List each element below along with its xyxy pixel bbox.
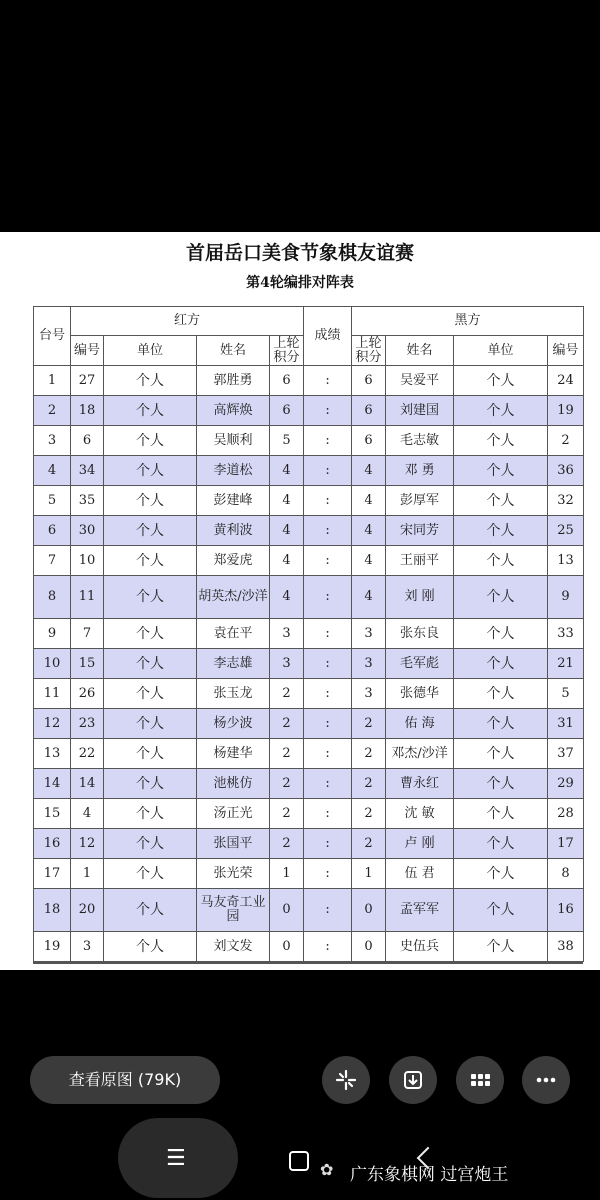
black-points-cell: 3: [352, 679, 386, 709]
board-cell: 9: [34, 619, 71, 649]
table-row: [34, 889, 584, 932]
red-points-cell: 0: [270, 889, 304, 932]
red-points-cell: 2: [270, 829, 304, 859]
black-points-cell: 4: [352, 546, 386, 576]
black-number-cell: 25: [548, 516, 584, 546]
red-unit-cell: 个人: [104, 679, 197, 709]
red-points-cell: 2: [270, 739, 304, 769]
red-name-cell: 杨少波: [197, 709, 270, 739]
table-row: [34, 619, 584, 649]
black-name-cell: 刘建国: [386, 396, 454, 426]
black-number-cell: 19: [548, 396, 584, 426]
wechat-icon: ✿: [320, 1160, 334, 1179]
header-black-unit: 单位: [454, 336, 548, 366]
header-black-points: 上轮积分: [352, 336, 386, 366]
red-number-cell: 14: [71, 769, 104, 799]
black-unit-cell: 个人: [454, 679, 548, 709]
red-number-cell: 4: [71, 799, 104, 829]
black-number-cell: 2: [548, 426, 584, 456]
black-points-cell: 2: [352, 799, 386, 829]
red-unit-cell: 个人: [104, 366, 197, 396]
red-number-cell: 20: [71, 889, 104, 932]
red-number-cell: 18: [71, 396, 104, 426]
header-board: 台号: [34, 307, 71, 366]
board-cell: 17: [34, 859, 71, 889]
recent-apps-icon[interactable]: [289, 1151, 309, 1171]
red-number-cell: 26: [71, 679, 104, 709]
result-cell: :: [304, 576, 352, 619]
download-icon: [402, 1069, 424, 1091]
black-unit-cell: 个人: [454, 739, 548, 769]
board-cell: 14: [34, 769, 71, 799]
board-cell: 10: [34, 649, 71, 679]
black-points-cell: 3: [352, 619, 386, 649]
red-name-cell: 马友奇工业园: [197, 889, 270, 932]
document-title: 首届岳口美食节象棋友谊赛: [185, 242, 414, 264]
black-number-cell: 21: [548, 649, 584, 679]
black-unit-cell: 个人: [454, 396, 548, 426]
black-number-cell: 28: [548, 799, 584, 829]
black-name-cell: 卢 刚: [386, 829, 454, 859]
red-points-cell: 1: [270, 859, 304, 889]
black-unit-cell: 个人: [454, 769, 548, 799]
black-name-cell: 吴爱平: [386, 366, 454, 396]
black-unit-cell: 个人: [454, 576, 548, 619]
board-cell: 11: [34, 679, 71, 709]
result-cell: :: [304, 649, 352, 679]
result-cell: :: [304, 426, 352, 456]
red-unit-cell: 个人: [104, 486, 197, 516]
black-number-cell: 5: [548, 679, 584, 709]
table-row: [34, 546, 584, 576]
red-number-cell: 11: [71, 576, 104, 619]
black-number-cell: 8: [548, 859, 584, 889]
header-red-number: 编号: [71, 336, 104, 366]
red-name-cell: 李志雄: [197, 649, 270, 679]
red-points-cell: 6: [270, 366, 304, 396]
header-red-unit: 单位: [104, 336, 197, 366]
red-name-cell: 高辉焕: [197, 396, 270, 426]
red-number-cell: 22: [71, 739, 104, 769]
black-number-cell: 16: [548, 889, 584, 932]
ai-star-button[interactable]: [322, 1056, 370, 1104]
black-number-cell: 38: [548, 932, 584, 962]
table-row: [34, 456, 584, 486]
black-unit-cell: 个人: [454, 366, 548, 396]
red-number-cell: 7: [71, 619, 104, 649]
board-cell: 2: [34, 396, 71, 426]
red-unit-cell: 个人: [104, 709, 197, 739]
result-cell: :: [304, 889, 352, 932]
result-cell: :: [304, 709, 352, 739]
black-name-cell: 刘 刚: [386, 576, 454, 619]
red-points-cell: 3: [270, 649, 304, 679]
red-number-cell: 6: [71, 426, 104, 456]
table-row: [34, 576, 584, 619]
red-number-cell: 3: [71, 932, 104, 962]
red-points-cell: 2: [270, 709, 304, 739]
board-cell: 15: [34, 799, 71, 829]
grid-icon: [469, 1069, 491, 1091]
red-unit-cell: 个人: [104, 649, 197, 679]
black-name-cell: 王丽平: [386, 546, 454, 576]
header-red-side: 红方: [71, 307, 304, 336]
red-name-cell: 张玉龙: [197, 679, 270, 709]
red-number-cell: 27: [71, 366, 104, 396]
pairing-table: [33, 306, 584, 962]
red-number-cell: 35: [71, 486, 104, 516]
red-number-cell: 10: [71, 546, 104, 576]
black-points-cell: 6: [352, 426, 386, 456]
black-name-cell: 毛军彪: [386, 649, 454, 679]
red-points-cell: 3: [270, 619, 304, 649]
table-row: [34, 709, 584, 739]
result-cell: :: [304, 516, 352, 546]
red-number-cell: 30: [71, 516, 104, 546]
red-unit-cell: 个人: [104, 799, 197, 829]
black-points-cell: 4: [352, 516, 386, 546]
header-red-name: 姓名: [197, 336, 270, 366]
red-number-cell: 34: [71, 456, 104, 486]
red-name-cell: 刘文发: [197, 932, 270, 962]
black-name-cell: 孟军军: [386, 889, 454, 932]
black-unit-cell: 个人: [454, 486, 548, 516]
black-number-cell: 32: [548, 486, 584, 516]
red-number-cell: 12: [71, 829, 104, 859]
black-name-cell: 宋同芳: [386, 516, 454, 546]
black-name-cell: 史伍兵: [386, 932, 454, 962]
black-unit-cell: 个人: [454, 456, 548, 486]
result-cell: :: [304, 739, 352, 769]
board-cell: 18: [34, 889, 71, 932]
board-cell: 8: [34, 576, 71, 619]
black-name-cell: 张德华: [386, 679, 454, 709]
red-unit-cell: 个人: [104, 426, 197, 456]
red-points-cell: 2: [270, 769, 304, 799]
red-points-cell: 6: [270, 396, 304, 426]
ai-star-icon: [335, 1069, 357, 1091]
watermark-text: 广东象棋网 过宫炮王: [350, 1165, 509, 1185]
red-unit-cell: 个人: [104, 932, 197, 962]
red-points-cell: 4: [270, 546, 304, 576]
table-row: [34, 769, 584, 799]
more-icon: [535, 1069, 557, 1091]
black-number-cell: 9: [548, 576, 584, 619]
table-row: [34, 426, 584, 456]
black-unit-cell: 个人: [454, 932, 548, 962]
board-cell: 13: [34, 739, 71, 769]
board-cell: 19: [34, 932, 71, 962]
board-cell: 6: [34, 516, 71, 546]
red-unit-cell: 个人: [104, 769, 197, 799]
board-cell: 7: [34, 546, 71, 576]
black-number-cell: 24: [548, 366, 584, 396]
board-cell: 4: [34, 456, 71, 486]
red-number-cell: 23: [71, 709, 104, 739]
black-name-cell: 邓杰/沙洋: [386, 739, 454, 769]
black-name-cell: 张东良: [386, 619, 454, 649]
black-unit-cell: 个人: [454, 829, 548, 859]
table-row: [34, 932, 584, 962]
black-name-cell: 彭厚军: [386, 486, 454, 516]
red-number-cell: 1: [71, 859, 104, 889]
board-cell: 16: [34, 829, 71, 859]
black-points-cell: 6: [352, 366, 386, 396]
result-cell: :: [304, 799, 352, 829]
result-cell: :: [304, 366, 352, 396]
red-points-cell: 4: [270, 456, 304, 486]
red-unit-cell: 个人: [104, 829, 197, 859]
table-bottom-rule: [33, 962, 583, 964]
red-unit-cell: 个人: [104, 576, 197, 619]
black-unit-cell: 个人: [454, 546, 548, 576]
table-row: [34, 486, 584, 516]
red-name-cell: 张国平: [197, 829, 270, 859]
grid-button[interactable]: [456, 1056, 504, 1104]
red-unit-cell: 个人: [104, 739, 197, 769]
black-points-cell: 2: [352, 769, 386, 799]
red-name-cell: 吴顺利: [197, 426, 270, 456]
table-row: [34, 859, 584, 889]
black-name-cell: 佑 海: [386, 709, 454, 739]
result-cell: :: [304, 619, 352, 649]
red-points-cell: 4: [270, 516, 304, 546]
black-points-cell: 3: [352, 649, 386, 679]
black-unit-cell: 个人: [454, 619, 548, 649]
black-points-cell: 6: [352, 396, 386, 426]
board-cell: 5: [34, 486, 71, 516]
black-points-cell: 2: [352, 709, 386, 739]
black-number-cell: 37: [548, 739, 584, 769]
black-points-cell: 0: [352, 932, 386, 962]
red-points-cell: 4: [270, 576, 304, 619]
header-red-points: 上轮积分: [270, 336, 304, 366]
red-name-cell: 池桃仿: [197, 769, 270, 799]
red-unit-cell: 个人: [104, 889, 197, 932]
result-cell: :: [304, 932, 352, 962]
red-name-cell: 胡英杰/沙洋: [197, 576, 270, 619]
black-unit-cell: 个人: [454, 859, 548, 889]
red-points-cell: 2: [270, 679, 304, 709]
red-number-cell: 15: [71, 649, 104, 679]
black-points-cell: 4: [352, 576, 386, 619]
red-name-cell: 郭胜勇: [197, 366, 270, 396]
black-number-cell: 33: [548, 619, 584, 649]
red-name-cell: 黄利波: [197, 516, 270, 546]
result-cell: :: [304, 829, 352, 859]
black-name-cell: 伍 君: [386, 859, 454, 889]
red-unit-cell: 个人: [104, 546, 197, 576]
red-unit-cell: 个人: [104, 516, 197, 546]
result-cell: :: [304, 546, 352, 576]
black-unit-cell: 个人: [454, 709, 548, 739]
board-cell: 1: [34, 366, 71, 396]
black-unit-cell: 个人: [454, 649, 548, 679]
black-unit-cell: 个人: [454, 799, 548, 829]
black-name-cell: 毛志敏: [386, 426, 454, 456]
table-row: [34, 396, 584, 426]
black-points-cell: 0: [352, 889, 386, 932]
black-points-cell: 1: [352, 859, 386, 889]
black-number-cell: 13: [548, 546, 584, 576]
black-unit-cell: 个人: [454, 889, 548, 932]
black-points-cell: 4: [352, 486, 386, 516]
red-name-cell: 杨建华: [197, 739, 270, 769]
black-name-cell: 邓 勇: [386, 456, 454, 486]
view-original-button[interactable]: 查看原图 (79K): [30, 1056, 220, 1104]
result-cell: :: [304, 769, 352, 799]
table-row: [34, 799, 584, 829]
black-name-cell: 沈 敏: [386, 799, 454, 829]
menu-icon[interactable]: ☰: [166, 1146, 186, 1171]
black-unit-cell: 个人: [454, 516, 548, 546]
header-black-name: 姓名: [386, 336, 454, 366]
header-black-number: 编号: [548, 336, 584, 366]
table-row: [34, 679, 584, 709]
more-button[interactable]: [522, 1056, 570, 1104]
result-cell: :: [304, 396, 352, 426]
pairing-rows: [34, 366, 584, 962]
table-row: [34, 829, 584, 859]
red-points-cell: 5: [270, 426, 304, 456]
result-cell: :: [304, 486, 352, 516]
result-cell: :: [304, 859, 352, 889]
black-points-cell: 4: [352, 456, 386, 486]
document-subtitle: 第4轮编排对阵表: [246, 275, 354, 291]
board-cell: 3: [34, 426, 71, 456]
document-image: [0, 232, 600, 970]
red-name-cell: 彭建峰: [197, 486, 270, 516]
red-unit-cell: 个人: [104, 456, 197, 486]
black-points-cell: 2: [352, 739, 386, 769]
header-result: 成绩: [304, 307, 352, 366]
black-name-cell: 曹永红: [386, 769, 454, 799]
table-row: [34, 366, 584, 396]
table-row: [34, 649, 584, 679]
black-points-cell: 2: [352, 829, 386, 859]
black-unit-cell: 个人: [454, 426, 548, 456]
result-cell: :: [304, 456, 352, 486]
black-number-cell: 36: [548, 456, 584, 486]
red-unit-cell: 个人: [104, 619, 197, 649]
download-button[interactable]: [389, 1056, 437, 1104]
red-points-cell: 0: [270, 932, 304, 962]
red-name-cell: 袁在平: [197, 619, 270, 649]
header-black-side: 黑方: [352, 307, 584, 336]
result-cell: :: [304, 679, 352, 709]
board-cell: 12: [34, 709, 71, 739]
red-unit-cell: 个人: [104, 396, 197, 426]
table-row: [34, 739, 584, 769]
table-row: [34, 516, 584, 546]
black-number-cell: 17: [548, 829, 584, 859]
red-name-cell: 张光荣: [197, 859, 270, 889]
red-points-cell: 4: [270, 486, 304, 516]
red-name-cell: 李道松: [197, 456, 270, 486]
black-number-cell: 29: [548, 769, 584, 799]
red-name-cell: 郑爱虎: [197, 546, 270, 576]
red-unit-cell: 个人: [104, 859, 197, 889]
black-number-cell: 31: [548, 709, 584, 739]
red-name-cell: 汤正光: [197, 799, 270, 829]
red-points-cell: 2: [270, 799, 304, 829]
